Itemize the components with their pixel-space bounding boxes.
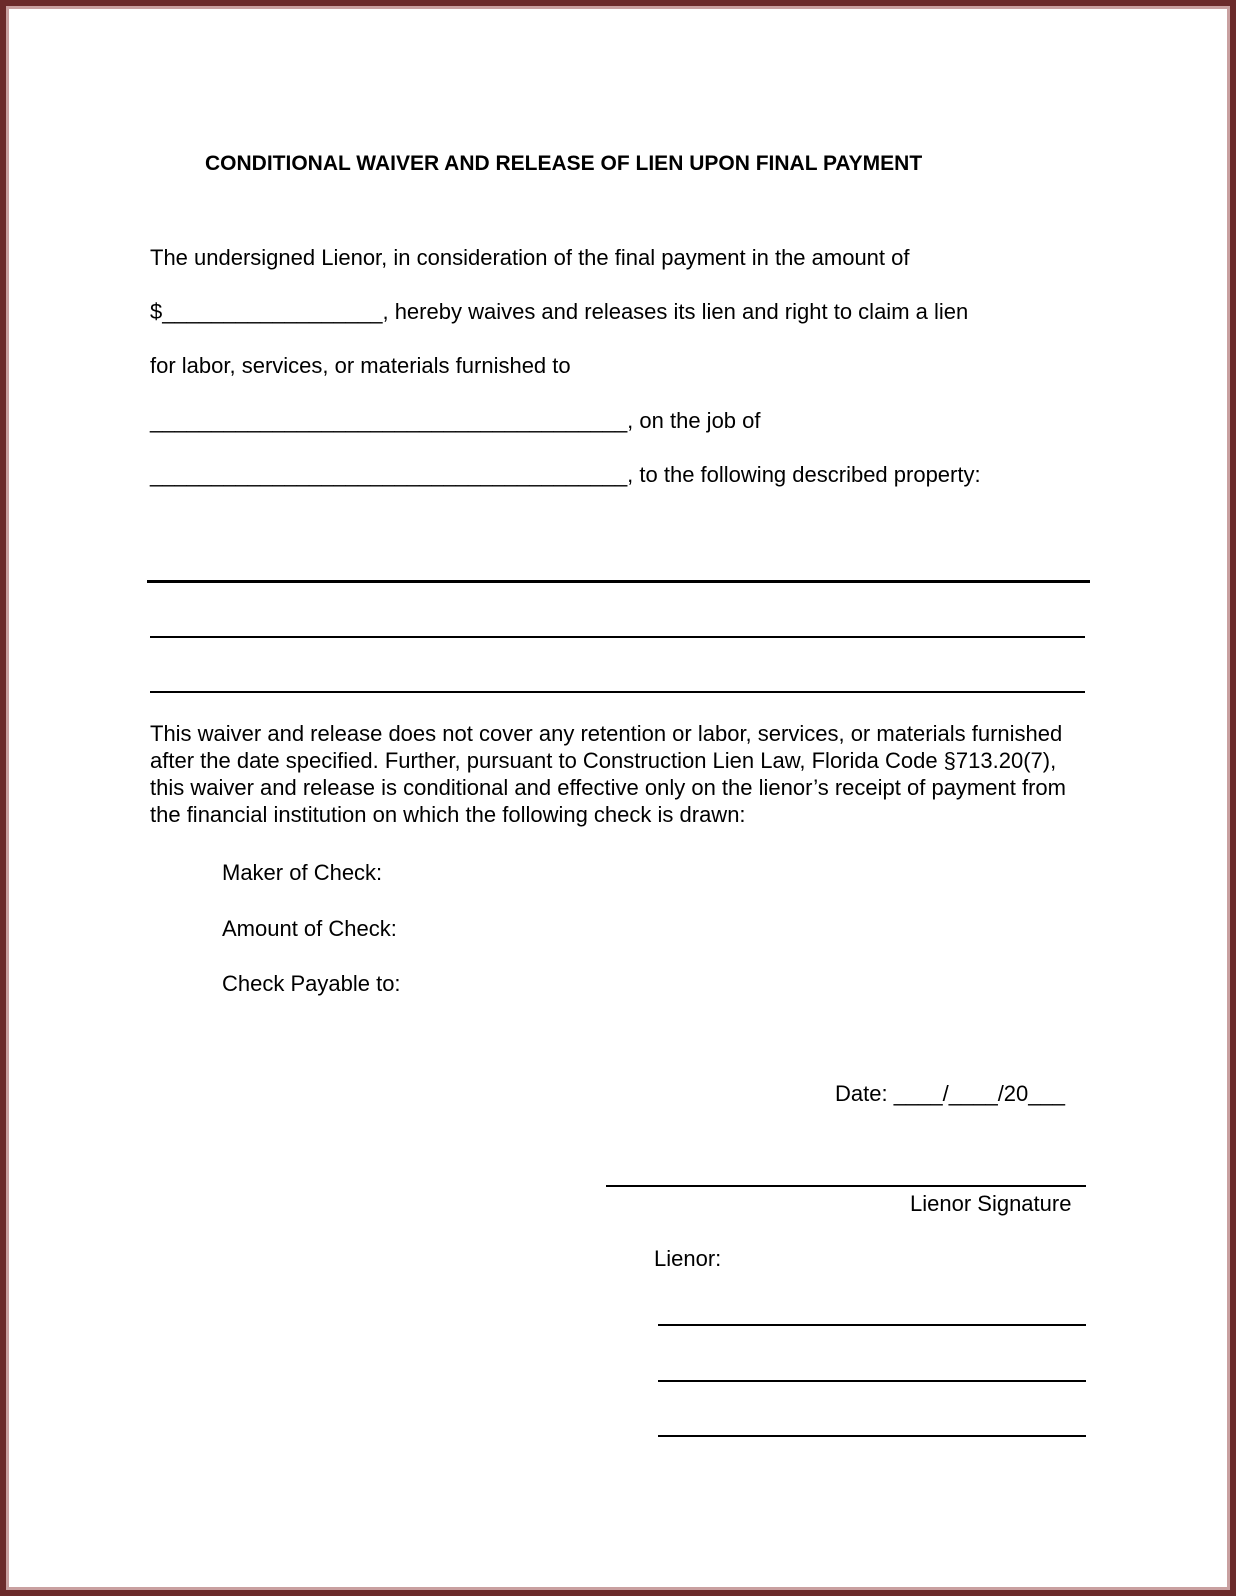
property-description-line-1 — [147, 580, 1090, 583]
signature-line — [606, 1185, 1086, 1187]
amount-of-check-label: Amount of Check: — [222, 916, 397, 941]
lienor-line-2 — [658, 1380, 1086, 1382]
consideration-line: The undersigned Lienor, in consideration of the final payment in the amount of — [150, 245, 910, 270]
waiver-paragraph: This waiver and release does not cover any retention or labor, services, or materials furnished after the date specified. Further, pursuant to Construction Lien Law, Florida Code §713.20(7), this waiver and release is conditional and effective only on the lienor’s receipt of payment from the financial institution on which the following check is drawn: — [150, 721, 1066, 827]
property-line: _______________________________________, to the following described property: — [150, 462, 981, 487]
maker-of-check-label: Maker of Check: — [222, 860, 383, 885]
furnished-to-line: for labor, services, or materials furnished to — [150, 353, 571, 378]
job-of-line: _______________________________________, on the job of — [150, 408, 761, 433]
date-line: Date: ____/____/20___ — [835, 1081, 1065, 1106]
check-payable-to-label: Check Payable to: — [222, 971, 401, 996]
lienor-label: Lienor: — [654, 1246, 722, 1271]
lienor-line-1 — [658, 1324, 1086, 1326]
property-description-line-2 — [150, 636, 1085, 638]
document-title: CONDITIONAL WAIVER AND RELEASE OF LIEN UPON FINAL PAYMENT — [205, 152, 923, 175]
lienor-line-3 — [658, 1435, 1086, 1437]
signature-label: Lienor Signature — [910, 1191, 1072, 1216]
amount-line: $__________________, hereby waives and releases its lien and right to claim a lien — [150, 299, 969, 324]
property-description-line-3 — [150, 691, 1085, 693]
